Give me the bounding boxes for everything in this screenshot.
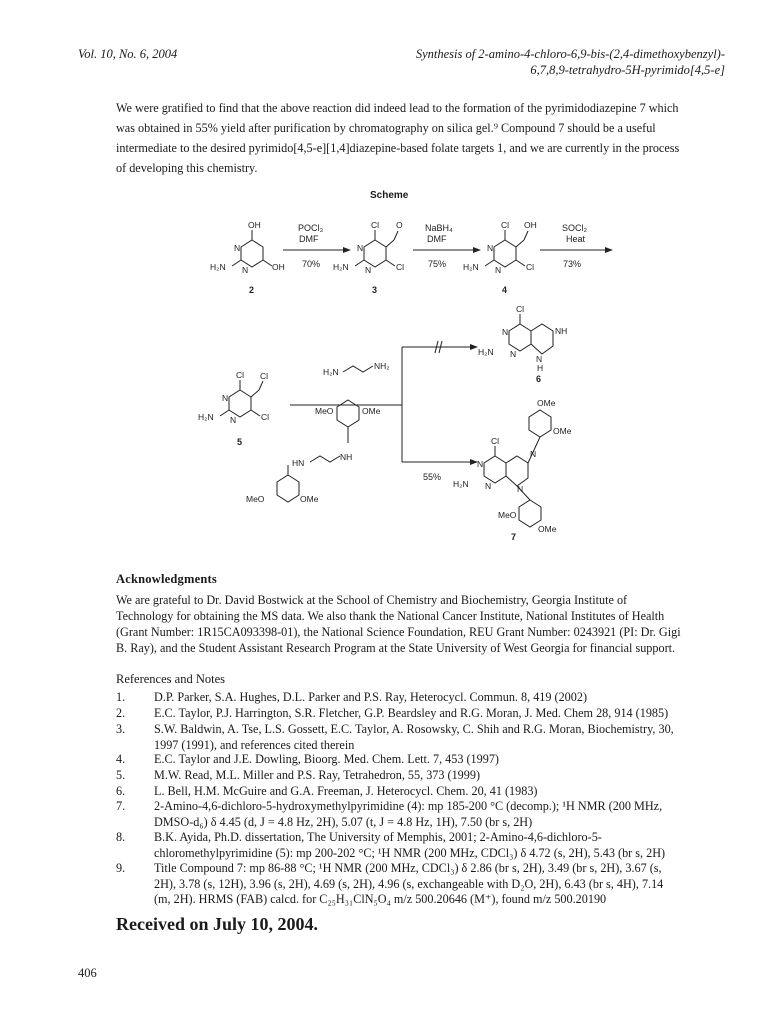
reference-line: S.W. Baldwin, A. Tse, L.S. Gossett, E.C. Taylor, A. Rosowsky, C. Shih and R.G. Moran, Biochemistry, 30, — [154, 722, 674, 736]
svg-text:NH: NH — [555, 326, 568, 336]
step2-reagent1: NaBH₄ — [425, 223, 453, 233]
svg-text:Cl: Cl — [261, 412, 270, 422]
svg-text:N: N — [517, 484, 524, 494]
svg-text:Cl: Cl — [236, 370, 245, 380]
svg-text:N: N — [495, 265, 502, 275]
acknowledgments-text — [116, 592, 756, 656]
reference-line: L. Bell, H.M. McGuire and G.A. Freeman, J. Heterocycl. Chem. 20, 41 (1983) — [154, 784, 538, 798]
compound-label: 4 — [502, 285, 508, 295]
svg-text:Cl: Cl — [491, 436, 500, 446]
svg-text:Cl: Cl — [396, 262, 405, 272]
compound-label: 2 — [249, 285, 255, 295]
reference-line: B.K. Ayida, Ph.D. dissertation, The University of Memphis, 2001; 2-Amino-4,6-dichloro-5- — [154, 830, 602, 844]
reference-number: 4. — [116, 752, 126, 766]
body-line: We were gratified to find that the above reaction did indeed lead to the formation of the pyrimidodiazepine 7 which — [116, 101, 679, 115]
svg-text:OMe: OMe — [300, 494, 319, 504]
svg-text:N: N — [365, 265, 372, 275]
body-line: was obtained in 55% yield after purification by chromatography on silica gel.⁹ Compound 7 should be a useful — [116, 121, 656, 135]
svg-text:Cl: Cl — [526, 262, 535, 272]
step3-yield: 73% — [563, 259, 582, 269]
references-title: References and Notes — [116, 672, 225, 686]
reference-text — [154, 861, 739, 908]
svg-text:OMe: OMe — [362, 406, 381, 416]
reference-number: 9. — [116, 861, 126, 875]
step1-reagent1: POCl₃ — [298, 223, 324, 233]
ack-line: Technology for obtaining the MS data. We also thank the National Cancer Institute, National Institutes of Health — [116, 609, 665, 623]
svg-text:Cl: Cl — [501, 220, 510, 230]
svg-text:N: N — [234, 243, 241, 253]
reference-line: E.C. Taylor, P.J. Harrington, S.R. Fletcher, G.P. Beardsley and R.G. Moran, J. Med. Chem 28, 914 (1985) — [154, 706, 669, 720]
step3-reagent1: SOCl₂ — [562, 223, 587, 233]
reference-line: chloromethylpyrimidine (5): mp 200-202 °C; ¹H NMR (200 MHz, CDCl₃) δ 4.72 (s, 2H), 5.43 (br s, 2H) — [154, 845, 666, 860]
svg-text:NH: NH — [340, 452, 353, 462]
reference-line: Title Compound 7: mp 86-88 °C; ¹H NMR (200 MHz, CDCl₃) δ 2.86 (br s, 2H), 3.49 (br s, 2H), 3.67 (s, — [154, 861, 662, 875]
header-title-line1: Synthesis of 2-amino-4-chloro-6,9-bis-(2,4-dimethoxybenzyl)- — [415, 47, 725, 61]
reference-line: 2H), 3.78 (s, 12H), 3.96 (s, 2H), 4.69 (s, 2H), 4.96 (s, exchangeable with D₂O, 2H), 6.43 (br s, 4H), 7.14 — [154, 876, 664, 891]
svg-text:H₂N: H₂N — [210, 262, 226, 272]
svg-text:H₂N: H₂N — [333, 262, 349, 272]
compound-label: 6 — [536, 374, 542, 384]
reference-line: 1997 (1991), and references cited therein — [154, 737, 355, 752]
reference-text — [154, 752, 739, 768]
body-line: intermediate to the desired pyrimido[4,5-e][1,4]diazepine-based folate targets 1, and we are currently in the process — [116, 141, 680, 155]
reference-number: 5. — [116, 768, 126, 782]
svg-text:H: H — [537, 363, 544, 373]
svg-text:MeO: MeO — [498, 510, 517, 520]
svg-text:H₂N: H₂N — [198, 412, 214, 422]
reference-number: 8. — [116, 830, 126, 844]
compound-label: 5 — [237, 437, 243, 447]
svg-text:H₂N: H₂N — [453, 479, 469, 489]
received-date: Received on July 10, 2004. — [116, 914, 318, 934]
svg-text:N: N — [487, 243, 494, 253]
svg-text:H₂N: H₂N — [478, 347, 494, 357]
header-title-line2: 6,7,8,9-tetrahydro-5H-pyrimido[4,5-e] — [530, 63, 725, 77]
svg-text:N: N — [222, 393, 229, 403]
svg-text:OMe: OMe — [538, 524, 557, 534]
svg-text:O: O — [396, 220, 403, 230]
svg-text:H₂N: H₂N — [463, 262, 479, 272]
svg-text:OH: OH — [524, 220, 537, 230]
reference-line: DMSO-d₆) δ 4.45 (d, J = 4.8 Hz, 2H), 5.07 (t, J = 4.8 Hz, 1H), 7.50 (br s, 2H) — [154, 814, 533, 829]
step1-yield: 70% — [302, 259, 321, 269]
svg-text:N: N — [477, 459, 484, 469]
compound-6-structure — [509, 314, 553, 354]
reference-text — [154, 706, 739, 722]
svg-text:OH: OH — [272, 262, 285, 272]
reference-number: 2. — [116, 706, 126, 720]
svg-text:Cl: Cl — [371, 220, 380, 230]
reference-number: 7. — [116, 799, 126, 813]
reference-text — [154, 830, 739, 861]
step1-reagent2: DMF — [299, 234, 319, 244]
compound-label: 3 — [372, 285, 378, 295]
step2-reagent2: DMF — [427, 234, 447, 244]
reference-number: 1. — [116, 690, 126, 704]
ack-line: B. Ray), and the Student Assistant Research Program at the State University of West Georgia for financial support. — [116, 641, 676, 655]
svg-text:HN: HN — [292, 458, 305, 468]
svg-text:OMe: OMe — [553, 426, 572, 436]
ack-line: (Grant Number: 1R15CA093398-01), the National Science Foundation, REU Grant Number: 0243921 (PI: Dr. Gigi — [116, 625, 681, 639]
svg-text:N: N — [536, 354, 543, 364]
reference-text — [154, 784, 739, 800]
svg-text:H₂N: H₂N — [323, 367, 339, 377]
header-title — [416, 46, 725, 78]
ack-line: We are grateful to Dr. David Bostwick at the School of Chemistry and Biochemistry, Georgia Institute of — [116, 593, 628, 607]
reference-text — [154, 690, 739, 706]
step3-reagent2: Heat — [566, 234, 586, 244]
svg-text:N: N — [357, 243, 364, 253]
step2-yield: 75% — [428, 259, 447, 269]
svg-text:N: N — [485, 481, 492, 491]
svg-text:NH₂: NH₂ — [374, 361, 390, 371]
reference-number: 3. — [116, 722, 126, 736]
acknowledgments-title: Acknowledgments — [116, 572, 217, 586]
svg-text:MeO: MeO — [315, 406, 334, 416]
reference-line: 2-Amino-4,6-dichloro-5-hydroxymethylpyrimidine (4): mp 185-200 °C (decomp.); ¹H NMR (200 MHz, — [154, 799, 663, 813]
reference-line: (m, 2H). HRMS (FAB) calcd. for C₂₅H₃₁ClN₅O₄ m/z 500.20646 (M⁺), found m/z 500.20190 — [154, 892, 607, 906]
step4-yield: 55% — [423, 472, 442, 482]
svg-text:Cl: Cl — [516, 304, 525, 314]
body-paragraph — [116, 98, 756, 178]
reference-line: M.W. Read, M.L. Miller and P.S. Ray, Tetrahedron, 55, 373 (1999) — [154, 768, 481, 782]
svg-text:N: N — [230, 415, 237, 425]
compound-7-structure — [484, 410, 551, 527]
svg-text:Cl: Cl — [260, 371, 269, 381]
reaction-scheme — [180, 200, 620, 545]
reference-line: E.C. Taylor and J.E. Dowling, Bioorg. Med. Chem. Lett. 7, 453 (1997) — [154, 752, 499, 766]
body-line: of developing this chemistry. — [116, 161, 258, 175]
reference-text — [154, 768, 739, 784]
svg-text:N: N — [510, 349, 517, 359]
svg-text:N: N — [530, 449, 537, 459]
reference-number: 6. — [116, 784, 126, 798]
scheme-title: Scheme — [370, 190, 409, 201]
svg-text:OMe: OMe — [537, 398, 556, 408]
page-number: 406 — [78, 966, 97, 980]
svg-text:N: N — [502, 327, 509, 337]
svg-text:OH: OH — [248, 220, 261, 230]
header-journal-info: Vol. 10, No. 6, 2004 — [78, 47, 178, 61]
reference-line: D.P. Parker, S.A. Hughes, D.L. Parker and P.S. Ray, Heterocycl. Commun. 8, 419 (2002) — [154, 690, 588, 704]
compound-label: 7 — [511, 532, 517, 542]
svg-text:N: N — [242, 265, 249, 275]
reference-text — [154, 799, 739, 830]
svg-text:MeO: MeO — [246, 494, 265, 504]
reference-text — [154, 722, 739, 753]
